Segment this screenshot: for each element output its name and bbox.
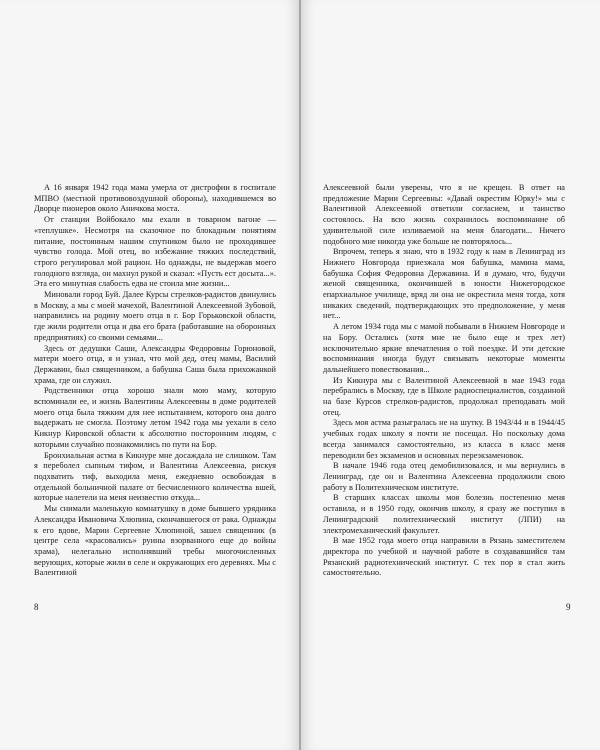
right-page-text	[323, 183, 565, 579]
paragraph: Миновали город Буй. Далее Курсы стрелков-радистов двинулись в Москву, а мы с моей мачехой, Валентиной Алексеевной Зубовой, направились на родину моего отца в г. Бор Горьковской области, где жили родители отца и два его брата (работавшие на оборонных предприятиях) со своими семьями...	[34, 290, 276, 342]
paragraph: В старших классах школы моя болезнь постепенно меня оставила, и в 1950 году, окончив школу, я сразу же поступил в Ленинградский политехнический институт (ЛПИ) на электромеханический факультет.	[323, 493, 565, 535]
page-number: 8	[34, 602, 39, 612]
left-page	[0, 0, 299, 750]
paragraph: Из Кикнура мы с Валентиной Алексеевной в мае 1943 года перебрались в Москву, где в Школе радиоспециалистов, созданной на базе Курсов стрелков-радистов, продолжал преподавать мой отец.	[323, 375, 565, 417]
paragraph: А 16 января 1942 года мама умерла от дистрофии в госпитале МПВО (местной противовоздушной обороны), находившемся во Дворце пионеров около Аничкова моста.	[34, 183, 276, 214]
paragraph: Мы снимали маленькую комнатушку в доме бывшего урядника Александра Ивановича Хлюпина, скончавшегося от рака. Однажды к его вдове, Марии Сергеевне Хлюпиной, зашел священник (в центре села «красовались» руины взорванного еще до войны храма), нелегально исполнявший требы многочисленных верующих, которые жили в селе и окружающих его деревнях. Мы с Валентиной	[34, 504, 276, 578]
paragraph: А летом 1934 года мы с мамой побывали в Нижнем Новгороде и на Бору. Остались (хотя мне не было еще и трех лет) исключительно яркие впечатления о той поездке. И эти детские воспоминания иногда будут связывать некоторые моменты дальнейшего повествования...	[323, 322, 565, 374]
paragraph: Здесь от дедушки Саши, Александры Федоровны Горюновой, матери моего отца, я и узнал, что мой дед, отец мамы, Василий Державин, был священником, а бабушка Саша была прихожанкой храма, где он служил.	[34, 343, 276, 385]
left-page-text	[34, 183, 276, 579]
page-number: 9	[566, 602, 571, 612]
paragraph: В начале 1946 года отец демобилизовался, и мы вернулись в Ленинград, где он и Валентина Алексеевна продолжили свою работу в Политехническом институте.	[323, 461, 565, 492]
paragraph: В мае 1952 года моего отца направили в Рязань заместителем директора по учебной и научной работе в создававшийся там Рязанский радиотехнический институт. С тех пор я стал жить самостоятельно.	[323, 536, 565, 578]
paragraph: От станции Войбокало мы ехали в товарном вагоне — «теплушке». Несмотря на сказочное по блокадным понятиям питание, постоянным нашим спутником было не проходившее чувство голода. Мой отец, во избежание тяжких последствий, строго регулировал мой рацион. Но однажды, не выдержав моего голодного взгляда, он махнул рукой и сказал: «Пусть ест досыта...». Эта его минутная слабость едва не стоила мне жизни...	[34, 215, 276, 289]
paragraph: Здесь моя астма разыгралась не на шутку. В 1943/44 и в 1944/45 учебных годах школу я почти не посещал. Но поскольку дома всегда занимался самостоятельно, из класса в класс меня переводили без экзаменов и основных переэкзаменовок.	[323, 418, 565, 460]
paragraph: Бронхиальная астма в Кикнуре мне досаждала не слишком. Там я переболел сыпным тифом, и Валентина Алексеевна, рискуя подхватить тиф, выходила меня, ежедневно освобождая в отдельной больничной палате от бесчисленного количества вшей, которые налетели на меня неизвестно откуда...	[34, 450, 276, 503]
paragraph: Родственники отца хорошо знали мою маму, которую вспоминали ее, и жизнь Валентины Алексеевны в доме родителей моего отца была тяжким для нее испытанием, которого она долго выдержать не смогла. Поэтому летом 1942 года мы уехали в село Кикнур Кировской области к абсолютно посторонним людям, с которыми случайно познакомились по пути на Бор.	[34, 386, 276, 449]
paragraph: Впрочем, теперь я знаю, что в 1932 году к нам в Ленинград из Нижнего Новгорода приезжала моя бабушка, мамина мама, бабушка София Федоровна Державина. И я думаю, что, будучи женой священника, окончившей в юности Нижегородское епархиальное училище, вряд ли она не окрестила меня тогда, хотя никаких сведений, подтверждающих это предположение, у меня нет...	[323, 247, 565, 321]
paragraph-continuation: Алексеевной были уверены, что я не крещен. В ответ на предложение Марии Сергеевны: «Давай окрестим Юрку!» мы с Валентиной Алексеевной ответили согласием, и таинство состоялось. На всю жизнь сохранилось воспоминание об удивительной силе изливаемой на меня благодати... Ничего подобного мне никогда уже больше не повторялось...	[323, 183, 565, 246]
right-page	[301, 0, 600, 750]
